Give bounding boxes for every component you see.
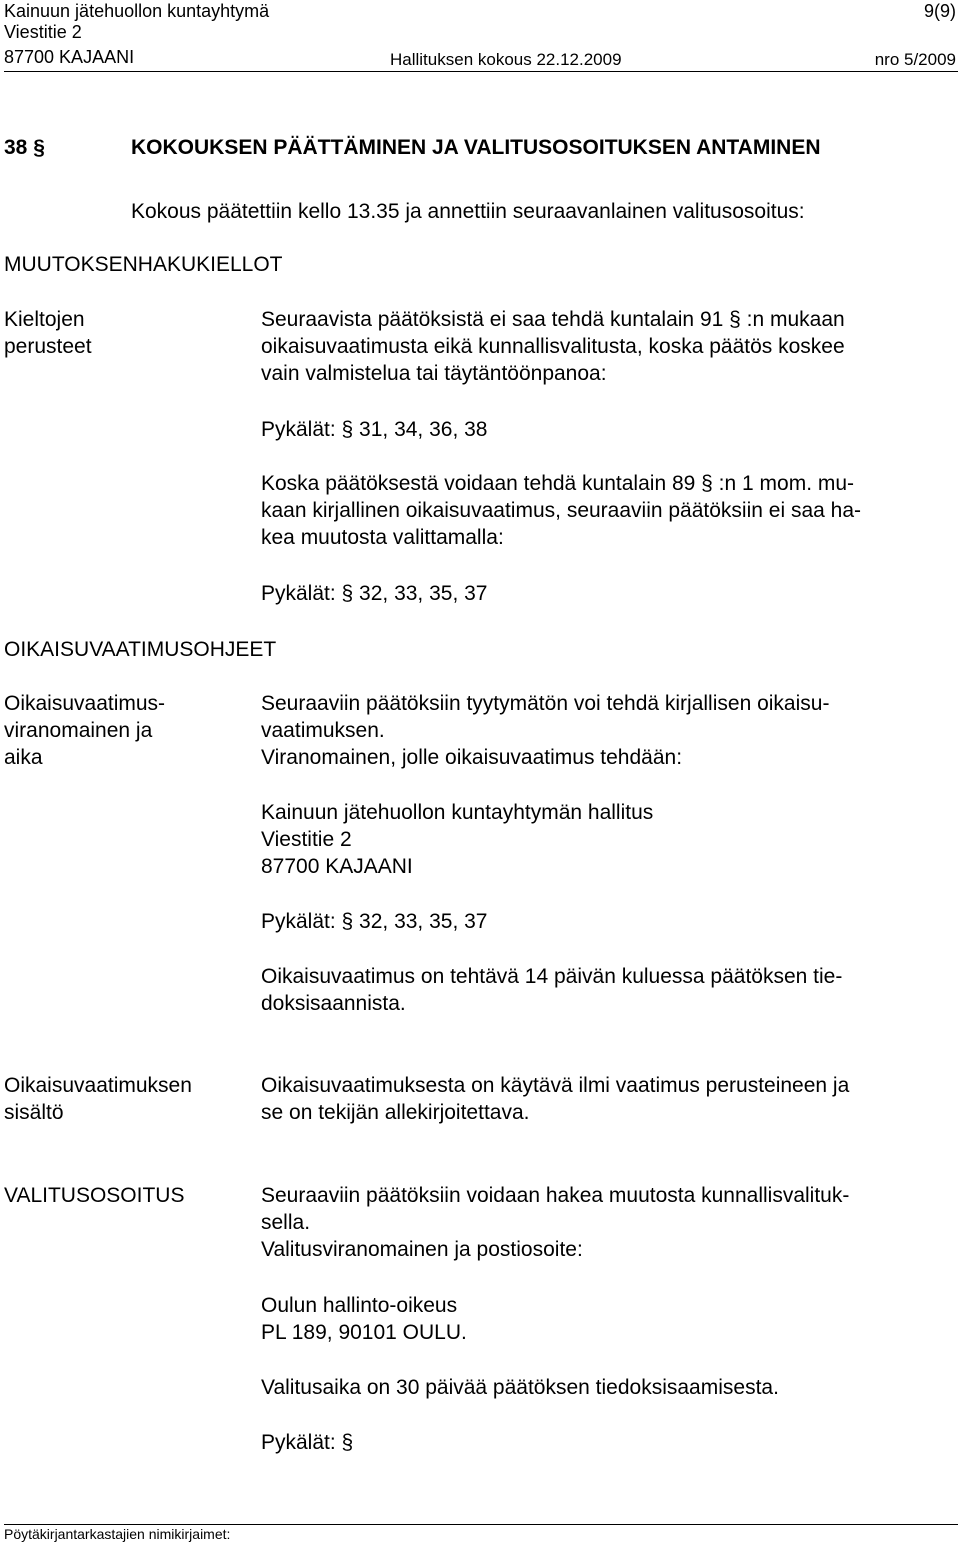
kieltojen-text-line3: vain valmistelua tai täytäntöönpanoa: [261, 362, 607, 385]
valitus-pykalat: Pykälät: § [261, 1431, 354, 1454]
sisalto-text-line2: se on tekijän allekirjoitettava. [261, 1101, 530, 1124]
footer-divider [4, 1524, 958, 1525]
koska-text-line2: kaan kirjallinen oikaisuvaatimus, seuraaviin päätöksiin ei saa ha- [261, 499, 861, 522]
pykalat-oikaisu-only: Pykälät: § 32, 33, 35, 37 [261, 582, 488, 605]
kieltojen-label-line2: perusteet [4, 335, 92, 358]
header-doc-number: nro 5/2009 [874, 50, 956, 69]
valitus-heading: VALITUSOSOITUS [4, 1184, 185, 1207]
header-meeting: Hallituksen kokous 22.12.2009 [390, 50, 622, 69]
valitus-address-line2: PL 189, 90101 OULU. [261, 1321, 467, 1344]
sisalto-text-line1: Oikaisuvaatimuksesta on käytävä ilmi vaatimus perusteineen ja [261, 1074, 850, 1097]
section-intro: Kokous päätettiin kello 13.35 ja annettiin seuraavanlainen valitusosoitus: [131, 200, 805, 223]
oikaisu-deadline-line1: Oikaisuvaatimus on tehtävä 14 päivän kuluessa päätöksen tie- [261, 965, 843, 988]
valitus-text-line1: Seuraaviin päätöksiin voidaan hakea muutosta kunnallisvalituk- [261, 1184, 850, 1207]
oikaisu-label-line3: aika [4, 746, 43, 769]
oikaisu-text-line2: vaatimuksen. [261, 719, 385, 742]
valitus-address-line1: Oulun hallinto-oikeus [261, 1294, 458, 1317]
oikaisu-deadline-line2: doksisaannista. [261, 992, 406, 1015]
oikaisu-label-line1: Oikaisuvaatimus- [4, 692, 166, 715]
section-title: KOKOUKSEN PÄÄTTÄMINEN JA VALITUSOSOITUKSEN ANTAMINEN [131, 136, 821, 159]
koska-text-line1: Koska päätöksestä voidaan tehdä kuntalain 89 § :n 1 mom. mu- [261, 472, 855, 495]
footer-initials-label: Pöytäkirjantarkastajien nimikirjaimet: [4, 1526, 231, 1542]
header-city: 87700 KAJAANI [4, 47, 135, 67]
oikaisu-address-line1: Kainuun jätehuollon kuntayhtymän hallitus [261, 801, 654, 824]
oikaisu-address-line3: 87700 KAJAANI [261, 855, 413, 878]
header-org: Kainuun jätehuollon kuntayhtymä [4, 1, 270, 21]
valitus-aika: Valitusaika on 30 päivää päätöksen tiedoksisaamisesta. [261, 1376, 779, 1399]
valitus-text-line3: Valitusviranomainen ja postiosoite: [261, 1238, 583, 1261]
kieltojen-label-line1: Kieltojen [4, 308, 85, 331]
kieltojen-text-line2: oikaisuvaatimusta eikä kunnallisvalitusta, koska päätös koskee [261, 335, 845, 358]
kieltojen-text-line1: Seuraavista päätöksistä ei saa tehdä kuntalain 91 § :n mukaan [261, 308, 845, 331]
oikaisu-text-line3: Viranomainen, jolle oikaisuvaatimus tehdään: [261, 746, 683, 769]
section-number: 38 § [4, 136, 45, 159]
muutoksenhaku-heading: MUUTOKSENHAKUKIELLOT [4, 253, 283, 276]
oikaisu-pykalat: Pykälät: § 32, 33, 35, 37 [261, 910, 488, 933]
oikaisu-address-line2: Viestitie 2 [261, 828, 352, 851]
header-divider [4, 71, 958, 72]
oikaisu-text-line1: Seuraaviin päätöksiin tyytymätön voi tehdä kirjallisen oikaisu- [261, 692, 830, 715]
pykalat-unappealable: Pykälät: § 31, 34, 36, 38 [261, 418, 488, 441]
sisalto-label-line2: sisältö [4, 1101, 64, 1124]
oikaisu-label-line2: viranomainen ja [4, 719, 153, 742]
sisalto-label-line1: Oikaisuvaatimuksen [4, 1074, 192, 1097]
oikaisu-heading: OIKAISUVAATIMUSOHJEET [4, 638, 277, 661]
header-page-number: 9(9) [923, 1, 956, 21]
header-street: Viestitie 2 [4, 22, 82, 42]
valitus-text-line2: sella. [261, 1211, 311, 1234]
koska-text-line3: kea muutosta valittamalla: [261, 526, 504, 549]
